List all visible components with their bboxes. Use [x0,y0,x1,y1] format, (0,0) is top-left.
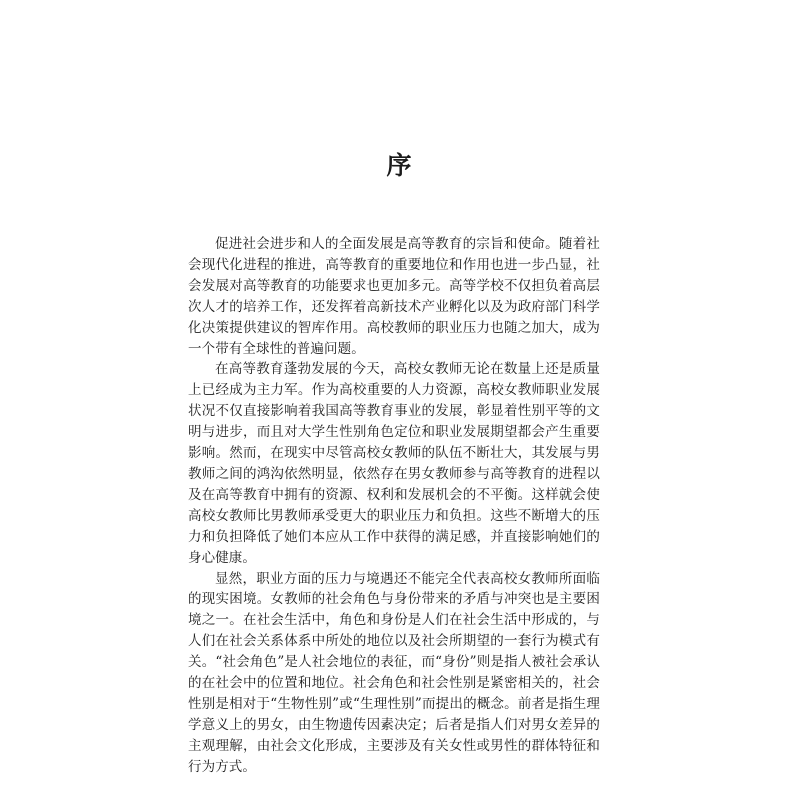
paragraph-2: 在高等教育蓬勃发展的今天，高校女教师无论在数量上还是质量上已经成为主力军。作为高校重要的人力资源，高校女教师职业发展状况不仅直接影响着我国高等教育事业的发展，彰显着性别平等的文明与进步，而且对大学生性别角色定位和职业发展期望都会产生重要影响。然而，在现实中尽管高校女教师的队伍不断壮大，其发展与男教师之间的鸿沟依然明显，依然存在男女教师参与高等教育的进程以及在高等教育中拥有的资源、权利和发展机会的不平衡。这样就会使高校女教师比男教师承受更大的职业压力和负担。这些不断增大的压力和负担降低了她们本应从工作中获得的满足感，并直接影响她们的身心健康。 [188,361,600,566]
paragraph-1: 促进社会进步和人的全面发展是高等教育的宗旨和使命。随着社会现代化进程的推进，高等教育的重要地位和作用也进一步凸显，社会发展对高等教育的功能要求也更加多元。高等学校不仅担负着高层次人才的培养工作，还发挥着高新技术产业孵化以及为政府部门科学化决策提供建议的智库作用。高校教师的职业压力也随之加大，成为一个带有全球性的普遍问题。 [188,236,600,357]
page-title: 序 [386,151,414,180]
paragraph-3: 显然，职业方面的压力与境遇还不能完全代表高校女教师所面临的现实困境。女教师的社会角色与身份带来的矛盾与冲突也是主要困境之一。在社会生活中，角色和身份是人们在社会生活中形成的，与人们在社会关系体系中所处的地位以及社会所期望的一套行为模式有关。“社会角色”是人社会地位的表征，而“身份”则是指人被社会承认的在社会中的位置和地位。社会角色和社会性别是紧密相关的，社会性别是相对于“生物性别”或“生理性别”而提出的概念。前者是指生理学意义上的男女，由生物遗传因素决定；后者是指人们对男女差异的主观理解，由社会文化形成，主要涉及有关女性或男性的群体特征和行为方式。 [188,570,600,775]
body-text [188,234,600,778]
